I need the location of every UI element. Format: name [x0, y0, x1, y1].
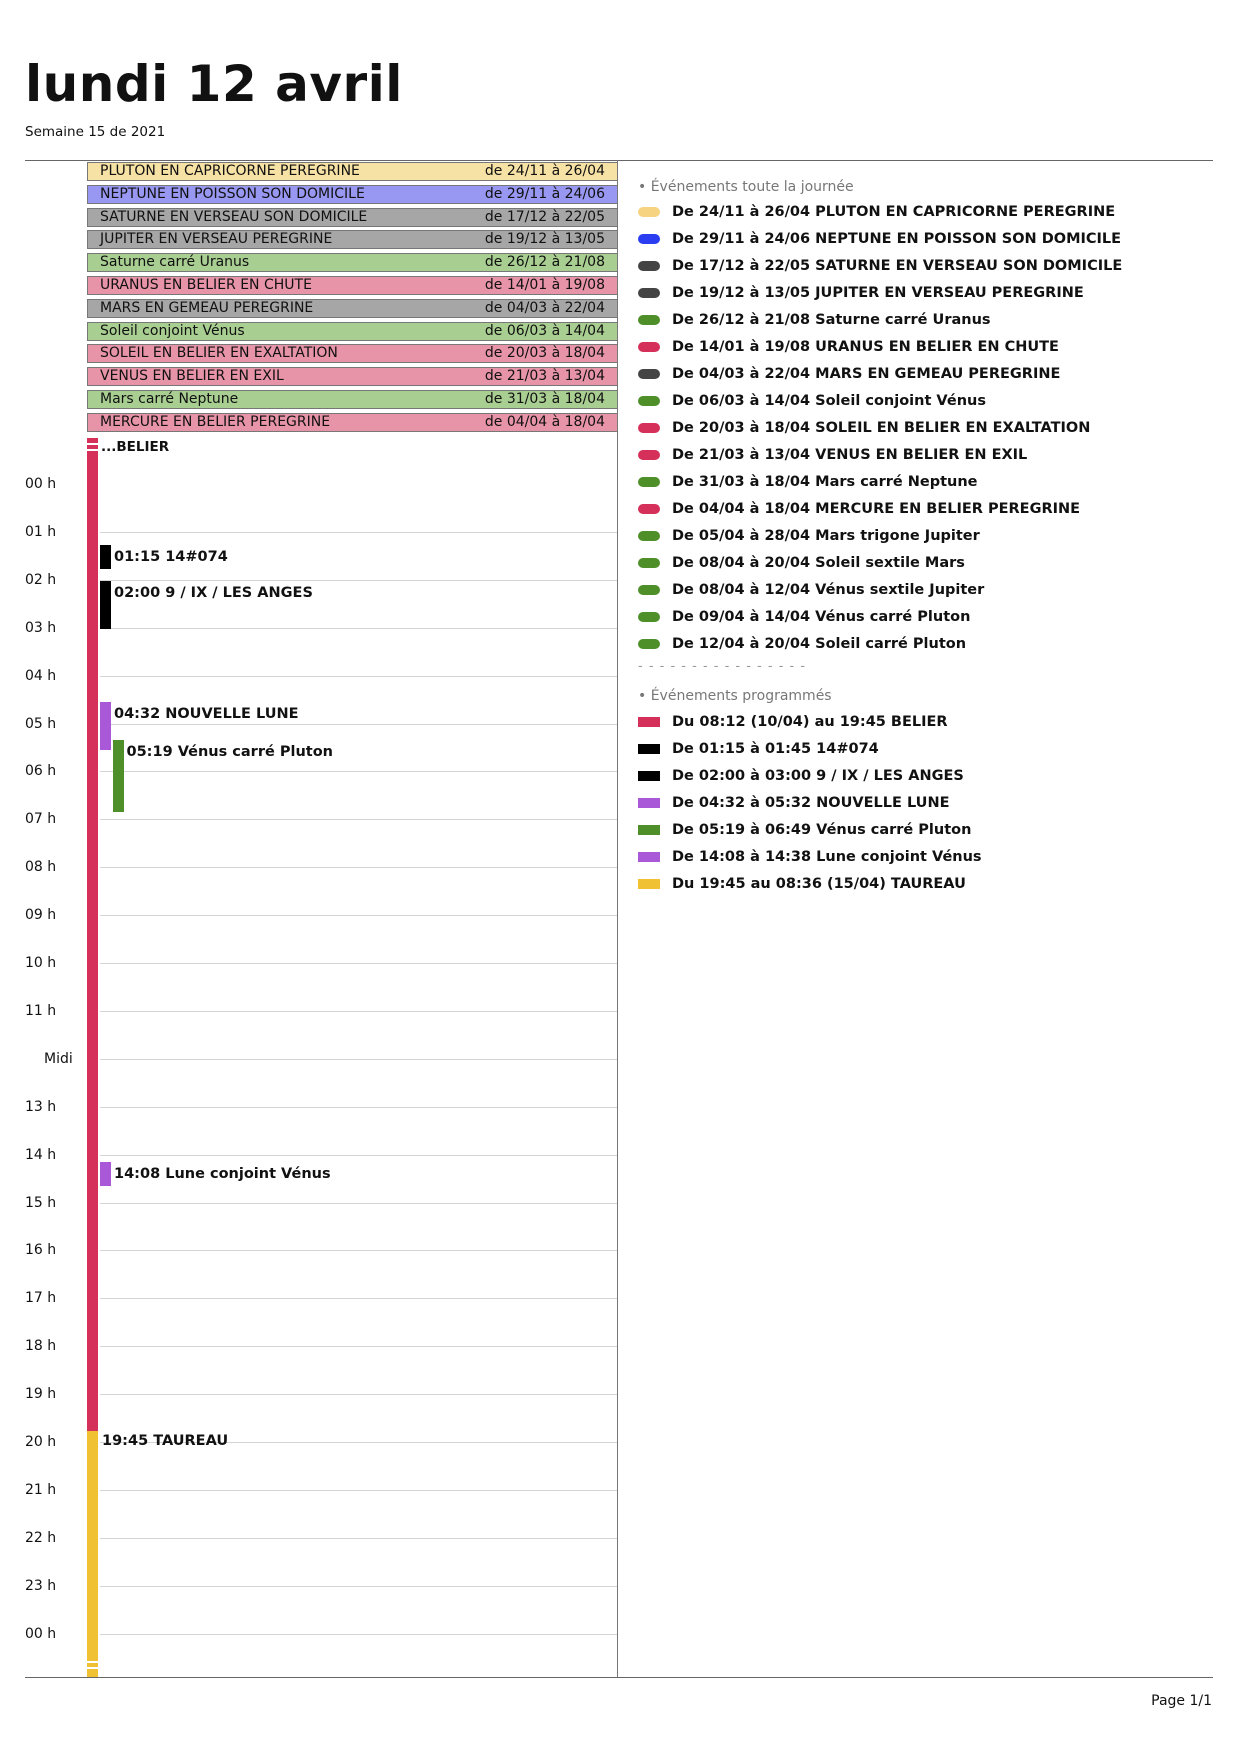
page-number: Page 1/1 — [1151, 1693, 1212, 1709]
hour-label: 14 h — [25, 1146, 57, 1163]
all-day-banner[interactable] — [87, 253, 618, 272]
top-rule — [25, 160, 1213, 161]
hour-gridline — [100, 1490, 617, 1491]
hour-gridline — [100, 1107, 617, 1108]
list-item-text: De 06/03 à 14/04 Soleil conjoint Vénus — [672, 393, 986, 409]
hour-label: 23 h — [25, 1577, 57, 1594]
hour-label: 00 h — [25, 476, 57, 492]
banner-dates: de 31/03 à 18/04 — [484, 391, 605, 407]
hour-label: 07 h — [25, 811, 57, 828]
color-swatch — [638, 396, 660, 406]
hour-label: 18 h — [25, 1338, 57, 1355]
color-swatch — [638, 717, 660, 727]
color-swatch — [638, 585, 660, 595]
page-title: lundi 12 avril — [25, 55, 403, 113]
hour-label: 21 h — [25, 1481, 57, 1498]
hour-gridline — [100, 1538, 617, 1539]
hour-gridline — [100, 819, 617, 820]
hour-gridline — [100, 580, 617, 581]
banner-dates: de 26/12 à 21/08 — [484, 254, 605, 271]
list-item-text: De 14:08 à 14:38 Lune conjoint Vénus — [672, 849, 982, 865]
banner-name: NEPTUNE EN POISSON SON DOMICILE — [100, 185, 365, 202]
hour-label: 19 h — [25, 1386, 57, 1403]
color-swatch — [638, 825, 660, 835]
color-swatch — [638, 261, 660, 271]
hour-label: 04 h — [25, 667, 57, 684]
hour-gridline — [100, 1203, 617, 1204]
hour-label: 13 h — [25, 1098, 57, 1115]
timeline-event-bar[interactable] — [113, 740, 124, 812]
list-item-text: De 05:19 à 06:49 Vénus carré Pluton — [672, 822, 972, 838]
hour-gridline — [100, 1298, 617, 1299]
all-day-banner[interactable] — [87, 208, 618, 227]
list-item-text: De 08/04 à 20/04 Soleil sextile Mars — [672, 555, 965, 571]
all-day-heading: • Événements toute la journée — [638, 179, 854, 195]
all-day-banner[interactable] — [87, 322, 618, 341]
color-swatch — [638, 798, 660, 808]
banner-dates: de 06/03 à 14/04 — [484, 322, 605, 339]
hour-gridline — [100, 963, 617, 964]
list-item-text: Du 08:12 (10/04) au 19:45 BELIER — [672, 714, 948, 730]
list-item-text: De 01:15 à 01:45 14#074 — [672, 741, 879, 757]
hour-gridline — [100, 1250, 617, 1251]
list-item-text: De 29/11 à 24/06 NEPTUNE EN POISSON SON DOMICILE — [672, 231, 1122, 247]
hour-gridline — [100, 628, 617, 629]
list-item-text: De 14/01 à 19/08 URANUS EN BELIER EN CHUTE — [672, 339, 1059, 355]
hour-label: 05 h — [25, 715, 57, 732]
banner-name: MARS EN GEMEAU PEREGRINE — [100, 299, 314, 316]
banner-name: SOLEIL EN BELIER EN EXALTATION — [100, 345, 338, 362]
list-item-text: De 09/04 à 14/04 Vénus carré Pluton — [672, 609, 971, 625]
hour-label: 08 h — [25, 859, 57, 876]
timeline-event-label: 02:00 9 / IX / LES ANGES — [114, 584, 313, 601]
banner-dates: de 21/03 à 13/04 — [484, 368, 605, 385]
banner-name: SATURNE EN VERSEAU SON DOMICILE — [100, 208, 368, 225]
color-swatch — [638, 288, 660, 298]
hour-gridline — [100, 771, 617, 772]
color-swatch — [638, 207, 660, 217]
scheduled-heading: • Événements programmés — [638, 688, 832, 704]
list-item-text: De 02:00 à 03:00 9 / IX / LES ANGES — [672, 768, 964, 784]
hour-label: 06 h — [25, 763, 57, 780]
banner-dates: de 04/04 à 18/04 — [484, 413, 605, 430]
belier-rail-bar[interactable] — [87, 438, 98, 1431]
timeline-event-bar[interactable] — [100, 702, 111, 750]
timeline-event-label: 14:08 Lune conjoint Vénus — [114, 1165, 331, 1182]
all-day-banner[interactable] — [87, 162, 618, 181]
hour-gridline — [100, 867, 617, 868]
banner-dates: de 19/12 à 13/05 — [484, 231, 605, 248]
color-swatch — [638, 744, 660, 754]
hour-label: 01 h — [25, 523, 57, 540]
list-item-text: Du 19:45 au 08:36 (15/04) TAUREAU — [672, 876, 966, 892]
hour-label: 16 h — [25, 1242, 57, 1259]
all-day-banner[interactable] — [87, 367, 618, 386]
banner-dates: de 29/11 à 24/06 — [484, 185, 605, 202]
banner-name: MERCURE EN BELIER PEREGRINE — [100, 413, 331, 430]
banner-name: Saturne carré Uranus — [100, 254, 250, 271]
list-item-text: De 05/04 à 28/04 Mars trigone Jupiter — [672, 528, 980, 544]
list-item-text: De 12/04 à 20/04 Soleil carré Pluton — [672, 636, 967, 652]
color-swatch — [638, 879, 660, 889]
hour-gridline — [100, 1394, 617, 1395]
color-swatch — [638, 450, 660, 460]
continuation-mark — [87, 449, 98, 451]
list-item-text: De 21/03 à 13/04 VENUS EN BELIER EN EXIL — [672, 447, 1028, 463]
all-day-banner[interactable] — [87, 299, 618, 318]
color-swatch — [638, 558, 660, 568]
color-swatch — [638, 342, 660, 352]
all-day-banner[interactable] — [87, 230, 618, 249]
hour-gridline — [100, 1155, 617, 1156]
all-day-banner[interactable] — [87, 390, 618, 409]
list-item-text: De 20/03 à 18/04 SOLEIL EN BELIER EN EXALTATION — [672, 420, 1091, 436]
hour-gridline — [100, 1059, 617, 1060]
hour-gridline — [100, 1634, 617, 1635]
all-day-banner[interactable] — [87, 185, 618, 204]
hour-label: 20 h — [25, 1434, 57, 1450]
timeline-event-bar[interactable] — [100, 545, 111, 569]
column-divider — [617, 160, 618, 1677]
color-swatch — [638, 234, 660, 244]
color-swatch — [638, 531, 660, 541]
hour-label: Midi — [44, 1050, 73, 1067]
list-item-text: De 04:32 à 05:32 NOUVELLE LUNE — [672, 795, 950, 811]
week-subtitle: Semaine 15 de 2021 — [25, 124, 166, 140]
color-swatch — [638, 423, 660, 433]
color-swatch — [638, 315, 660, 325]
list-item-text: De 19/12 à 13/05 JUPITER EN VERSEAU PEREGRINE — [672, 285, 1084, 301]
banner-name: URANUS EN BELIER EN CHUTE — [100, 277, 312, 293]
list-item-text: De 24/11 à 26/04 PLUTON EN CAPRICORNE PEREGRINE — [672, 204, 1116, 220]
timeline-event-label: 05:19 Vénus carré Pluton — [126, 743, 333, 760]
timeline-event-bar[interactable] — [100, 581, 111, 629]
hour-label: 10 h — [25, 955, 57, 971]
list-item-text: De 04/04 à 18/04 MERCURE EN BELIER PEREGRINE — [672, 501, 1081, 517]
timeline-event-label: 01:15 14#074 — [114, 548, 228, 565]
hour-gridline — [100, 1586, 617, 1587]
list-item-text: De 31/03 à 18/04 Mars carré Neptune — [672, 474, 978, 490]
hour-label: 09 h — [25, 907, 57, 924]
timeline-event-label: 19:45 TAUREAU — [102, 1433, 229, 1450]
hour-gridline — [100, 915, 617, 916]
banner-dates: de 17/12 à 22/05 — [484, 208, 605, 225]
hour-label: 00 h — [25, 1625, 57, 1642]
color-swatch — [638, 477, 660, 487]
color-swatch — [638, 369, 660, 379]
continuation-mark — [87, 443, 98, 445]
hour-gridline — [100, 532, 617, 533]
all-day-banner[interactable] — [87, 344, 618, 363]
color-swatch — [638, 612, 660, 622]
hour-gridline — [100, 676, 617, 677]
hour-gridline — [100, 1011, 617, 1012]
banner-name: JUPITER EN VERSEAU PEREGRINE — [100, 231, 333, 248]
color-swatch — [638, 771, 660, 781]
hour-label: 03 h — [25, 619, 57, 636]
banner-name: PLUTON EN CAPRICORNE PEREGRINE — [100, 163, 360, 179]
continuation-mark — [87, 1661, 98, 1663]
banner-name: Mars carré Neptune — [100, 391, 239, 407]
all-day-banner[interactable] — [87, 413, 618, 432]
hour-label: 02 h — [25, 571, 57, 588]
timeline-event-label: 04:32 NOUVELLE LUNE — [114, 706, 299, 723]
list-item-text: De 04/03 à 22/04 MARS EN GEMEAU PEREGRINE — [672, 366, 1061, 382]
hour-label: 22 h — [25, 1529, 57, 1546]
list-item-text: De 17/12 à 22/05 SATURNE EN VERSEAU SON DOMICILE — [672, 258, 1123, 274]
banner-dates: de 14/01 à 19/08 — [484, 277, 605, 293]
list-separator: - - - - - - - - - - - - - - - - — [638, 659, 807, 674]
belier-continuation-label: ...BELIER — [101, 438, 170, 455]
hour-label: 11 h — [25, 1002, 57, 1019]
hour-label: 15 h — [25, 1194, 57, 1211]
color-swatch — [638, 852, 660, 862]
list-item-text: De 08/04 à 12/04 Vénus sextile Jupiter — [672, 582, 985, 598]
hour-gridline — [100, 1346, 617, 1347]
all-day-banner[interactable] — [87, 276, 618, 295]
hour-label: 17 h — [25, 1290, 57, 1307]
list-item-text: De 26/12 à 21/08 Saturne carré Uranus — [672, 312, 991, 328]
banner-dates: de 04/03 à 22/04 — [484, 299, 605, 316]
banner-name: Soleil conjoint Vénus — [100, 322, 245, 339]
banner-dates: de 20/03 à 18/04 — [484, 345, 605, 362]
color-swatch — [638, 639, 660, 649]
hour-gridline — [100, 724, 617, 725]
continuation-mark — [87, 1667, 98, 1669]
color-swatch — [638, 504, 660, 514]
timeline-event-bar[interactable] — [100, 1162, 111, 1186]
banner-dates: de 24/11 à 26/04 — [484, 163, 605, 179]
bottom-rule — [25, 1677, 1213, 1678]
banner-name: VENUS EN BELIER EN EXIL — [100, 368, 284, 385]
taureau-rail-bar[interactable] — [87, 1431, 98, 1677]
